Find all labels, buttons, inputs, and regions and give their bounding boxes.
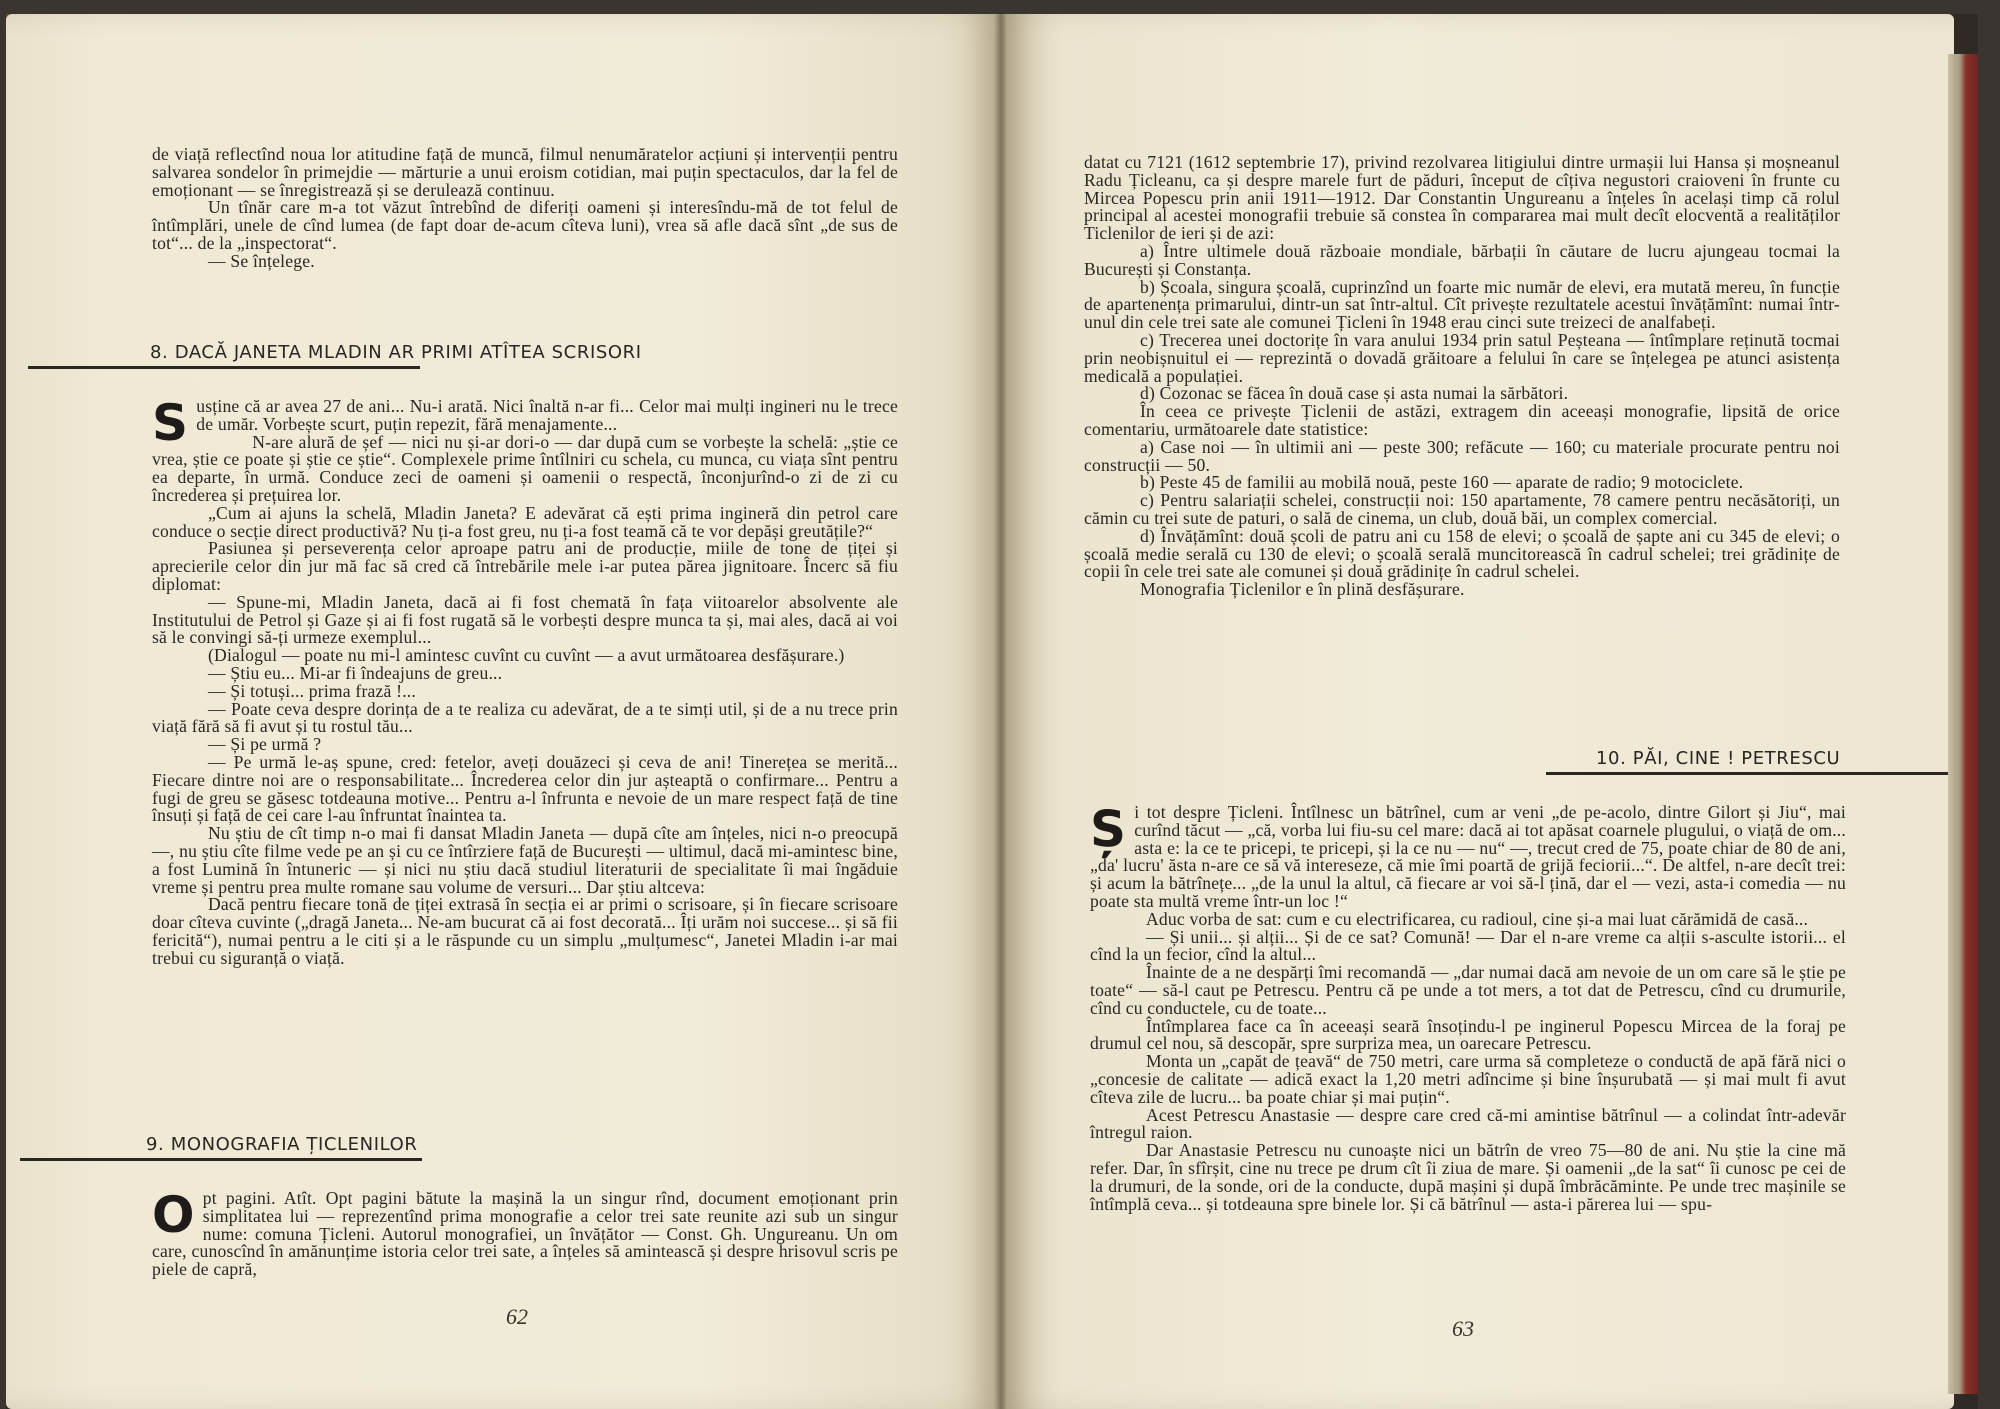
right-paragraph: b) Peste 45 de familii au mobilă nouă, peste 160 — aparate de radio; 9 motociclete. <box>1140 472 1744 493</box>
section-10-title: 10. PĂI, CINE ! PETRESCU <box>1596 748 1841 769</box>
section-10-rule <box>1546 772 1954 775</box>
section-10-paragraph: Înainte de a ne despărți îmi recomandă — „dar numai dacă am nevoie de un om care să le știe pe toate“ — să-l caut pe Petrescu. Pentru că pe unde a tot mers, a tot dat de Petrescu, cînd cu drumurile, cînd cu conductele, cu de toate... <box>1090 962 1846 1018</box>
section-10-text <box>1090 800 1846 1214</box>
right-paragraph: În ceea ce privește Țiclenii de astăzi, extragem din aceeași monografie, lipsită de orice comentariu, următoarele date statistice: <box>1084 401 1840 439</box>
section-10-paragraph: Monta un „capăt de țeavă“ de 750 metri, care urma să completeze o conductă de apă fără nici o „concesie de calitate — adică exact la 1,20 metri adîncime și bine înșurubată — și mai mult fi avut cîteva zile de lucru... ba poate chiar și mai puțin“. <box>1090 1051 1846 1107</box>
left-intro-text <box>152 146 898 271</box>
section-8-title: 8. DACĂ JANETA MLADIN AR PRIMI ATÎTEA SCRISORI <box>150 342 642 363</box>
left-page <box>6 14 996 1409</box>
section-10-paragraph: Întîmplarea face ca în aceeași seară însoțindu-l pe inginerul Popescu Mircea de la foraj pe drumul cel nou, să descopăr, spre surpriza mea, un oarecare Petrescu. <box>1090 1015 1846 1054</box>
section-8-text <box>152 394 898 968</box>
section-10-paragraph: Dar Anastasie Petrescu nu cunoaște nici un bătrîn de vreo 75—80 de ani. Nu știe la cine mă refer. Dar, în sfîrșit, cine nu trece pe drum cît îi ziua de mare. Și oamenii „de la sat“ îi cunosc pe cei de la drumuri, de la sonde, ori de la conducte, după mașini și după îmbrăcăminte. Pe unde trec mașinile se întîmplă ceva... și totdeauna spre binele lor. Și că bătrînul — asta-i părerea lui — spu- <box>1090 1140 1846 1214</box>
section-8-paragraph: — Și totuși... prima frază !... <box>208 680 416 701</box>
right-paragraph: d) Învățămînt: două școli de patru ani cu 158 de elevi; o școală de șapte ani cu 345 de elevi; o școală medie serală cu 130 de elevi; o școală serală muncitorească în cadrul schelei; trei grădinițe de copii în cele trei sate ale comunei și două grădinițe în cadrul schelei. <box>1084 525 1840 582</box>
intro-paragraph-2: Un tînăr care m-a tot văzut întrebînd de diferiți oameni și interesîndu-mă de tot felul de întîmplări, unele de cînd lumea (de fapt doar de-acum cîteva luni), vrea să afle dacă sînt „de sus de tot“... de la „inspectorat“. <box>152 197 898 253</box>
section-8-paragraph: usține că ar avea 27 de ani... Nu-i arată. Nici înaltă n-ar fi... Celor mai mulți ingineri nu le trece de umăr. Vorbește scurt, puțin repezit, fără menajamente... <box>196 396 898 434</box>
right-paragraph: datat cu 7121 (1612 septembrie 17), privind rezolvarea litigiului dintre urmașii lui Hansa și moșneanul Radu Țicleanu, ca și despre marele furt de păduri, început de cîțiva negustori craioveni în frunte cu Mircea Popescu prin anii 1911—1912. Dar Constantin Ungureanu a înțeles în același timp că rolul principal al acestei monografii trebuie să constea în compararea mai mult decît elocventă a realităților Ticlenilor de ieri și de azi: <box>1084 152 1840 244</box>
section-8-paragraph: Dacă pentru fiecare tonă de țiței extrasă în secția ei ar primi o scrisoare, și în fiecare scrisoare doar cîteva cuvinte („dragă Janeta... Ne-am bucurat că ai fost decorată... Îți urăm noi succese... și să fii fericită“), numai pentru a le citi și a le răspunde cu un simplu „mulțumesc“, Janetei Mladin i-ar mai trebui cu siguranță o viață. <box>152 894 898 968</box>
section-9-title: 9. MONOGRAFIA ȚICLENILOR <box>146 1134 418 1155</box>
right-paragraph: a) Între ultimele două războaie mondiale, bărbații în căutare de lucru ajungeau tocmai la București și Constanța. <box>1084 240 1840 279</box>
intro-paragraph-1: de viață reflectînd noua lor atitudine față de muncă, filmul nenumăratelor acțiuni și intervenții pentru salvarea sondelor în primejdie — mărturie a unui eroism cotidian, mai puțin spectaculos, dar la fel de emoționant — se înregistrează și se derulează continuu. <box>152 144 898 200</box>
intro-paragraph-3: — Se înțelege. <box>208 250 315 271</box>
right-paragraph: d) Cozonac se făcea în două case și asta numai la sărbători. <box>1140 383 1569 404</box>
right-paragraph: Monografia Țiclenilor e în plină desfășurare. <box>1140 579 1465 600</box>
section-8-paragraph: — Poate ceva despre dorința de a te realiza cu adevărat, de a te simți util, și de a nu trece prin viață fără să fi avut și tu rostul tău... <box>152 698 898 737</box>
right-top-text <box>1084 154 1840 599</box>
section-10-paragraph: i tot despre Țicleni. Întîlnesc un bătrînel, cum ar veni „de pe-acolo, dintre Gilort și Jiu“, mai curînd tăcut — „că, vorba lui fiu-su cel mare: dacă ai tot apăsat coarnele plugului, o viață de om... asta e: la ce te pricepi, te pricepi, și la ce nu — nu“ —, trecut cred de 75, poate chiar de 80 de ani, „da' lucru' ăsta n-are ce să vă intereseze, că mie îmi poartă de grijă feciorii...“. De altfel, n-are decît trei: și acum la bătrînețe... „de la unul la altul, că fiecare ar voi să-l țină, dar el — vezi, asta-i comedia — nu poate sta multă vreme într-un loc !“ <box>1090 802 1846 911</box>
page-number-right: 63 <box>1452 1316 1474 1341</box>
section-8-dropcap: S <box>152 394 189 452</box>
section-9-rule <box>20 1158 422 1161</box>
section-10-dropcap: Ș <box>1090 800 1127 858</box>
book-spread <box>6 14 1978 1409</box>
right-page <box>1006 14 1954 1409</box>
right-paragraph: c) Pentru salariații schelei, construcții noi: 150 apartamente, 78 camere pentru necăsătoriți, un cămin cu trei sute de paturi, o sală de cinema, un club, două băi, un complex comercial. <box>1084 490 1840 528</box>
page-number-left: 62 <box>506 1304 528 1329</box>
section-8-paragraph: — Știu eu... Mi-ar fi îndeajuns de greu... <box>208 662 503 683</box>
book-fore-edge <box>1948 54 1978 1394</box>
right-paragraph: b) Școala, singura școală, cuprinzînd un foarte mic număr de elevi, era mutată mereu, în funcție de apartenența primarului, dintr-un sat într-altul. Cît privește rezultatele acestui învățămînt: numai într-unul din cele trei sate ale comunei Țicleni în 1948 erau cinci sute treizeci de analfabeți. <box>1084 276 1840 333</box>
right-paragraph: c) Trecerea unei doctorițe în vara anului 1934 prin satul Peșteana — întîmplare reținută tocmai prin neobișnuitul ei — reprezintă o dovadă grăitoare a felului în care se înțelegea pe atunci asistența medicală a populației. <box>1084 329 1840 386</box>
section-8-paragraph: Nu știu de cît timp n-o mai fi dansat Mladin Janeta — după cîte am înțeles, nici n-o preocupă —, nu știu cîte filme vede pe an și cu ce întîrziere față de București — ultimul, dacă mi-amintesc bine, a fost Lumină în întuneric — și nici nu știu dacă studiul literaturii de specialitate îi mai îngăduie vreme și pentru prea multe romane sau volume de versuri... Dar știu altceva: <box>152 823 898 897</box>
section-10-paragraph: — Și unii... și alții... Și de ce sat? Comună! — Dar el n-are vreme ca alții s-asculte istorii... el cînd la un fecior, cînd la altul... <box>1090 926 1846 965</box>
section-9-text <box>152 1186 898 1280</box>
section-8-paragraph: (Dialogul — poate nu mi-l amintesc cuvînt cu cuvînt — a avut următoarea desfășurare.) <box>208 645 845 666</box>
section-8-paragraph: N-are alură de șef — nici nu și-ar dori-o — dar după cum se vorbește la schelă: „știe ce vrea, știe ce poate și știe ce știe“. Complexele prime întîlniri cu schela, cu munca, cu viața sînt pentru ea departe, în urmă. Conduce zeci de oameni și oamenii o respectă, înconjurînd-o zi de zi cu încrederea și prețuirea lor. <box>152 431 898 505</box>
section-8-paragraph: — Pe urmă le-aș spune, cred: fetelor, aveți douăzeci și ceva de ani! Tinerețea se merită... Fiecare dintre noi are o responsabilitate... Încrederea celor din jur așteaptă o confirmare... Pentru a fugi de greu se găsesc totdeauna motive... Pentru a-l înfrunta e nevoie de un mare respect față de tine însuți și față de cei care l-au înfruntat înaintea ta. <box>152 751 898 826</box>
section-8-paragraph: — Și pe urmă ? <box>208 734 322 755</box>
section-10-paragraph: Acest Petrescu Anastasie — despre care cred că-mi amintise bătrînul — a colindat într-adevăr întregul raion. <box>1090 1104 1846 1143</box>
right-paragraph: a) Case noi — în ultimii ani — peste 300; refăcute — 160; cu materiale procurate pentru noi construcții — 50. <box>1084 436 1840 475</box>
section-8-paragraph: Pasiunea și perseverența celor aproape patru ani de producție, miile de tone de țiței și aprecierile celor din jur mă fac să cred că întrebările mele i-ar putea părea jignitoare. Încerc să fiu diplomat: <box>152 538 898 594</box>
section-8-rule <box>28 366 420 369</box>
section-10-paragraph: Aduc vorba de sat: cum e cu electrificarea, cu radioul, cine și-a mai luat cărămidă de casă... <box>1146 908 1809 929</box>
section-8-paragraph: — Spune-mi, Mladin Janeta, dacă ai fi fost chemată în fața viitoarelor absolvente ale Institutului de Petrol și Gaze și ai fi fost rugată să le vorbești despre munca ta și, mai ales, dacă ai voi să le convingi să-ți urmeze exemplul... <box>152 591 898 648</box>
section-9-dropcap: O <box>152 1186 195 1244</box>
section-8-paragraph: „Cum ai ajuns la schelă, Mladin Janeta? E adevărat că ești prima ingineră din petrol care conduce o secție direct productivă? Nu ți-a fost greu, nu ți-a fost teamă că te vor depăși greutățile?“ <box>152 502 898 541</box>
section-9-paragraph: pt pagini. Atît. Opt pagini bătute la mașină la un singur rînd, document emoționant prin simplitatea lui — reprezentînd prima monografie a celor trei sate reunite azi sub un singur nume: comuna Țicleni. Autorul monografiei, un învățător — Const. Gh. Ungureanu. Un om care, cunoscînd în amănunțime istoria celor trei sate, a înțeles să amintească și despre hrisovul scris pe piele de capră, <box>152 1188 898 1280</box>
